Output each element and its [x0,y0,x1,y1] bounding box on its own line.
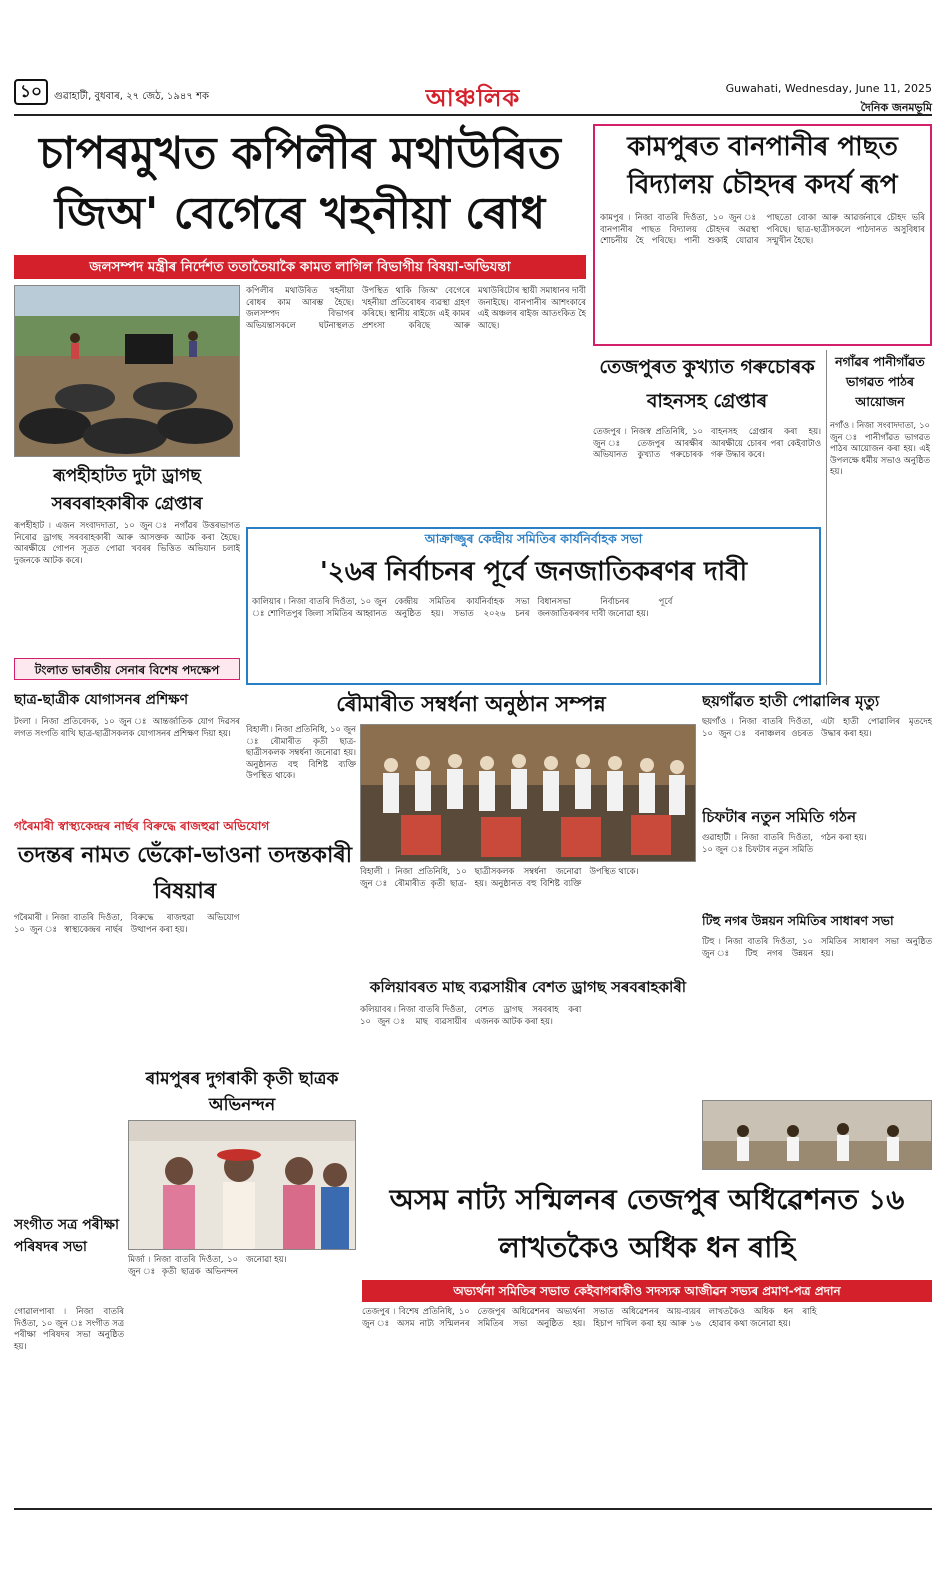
elephant-body-text: ছয়গাঁও ৷ নিজা বাতৰি দিওঁতা, ১০ জুন ঃ বনাঞ্চলৰ ওচৰত এটা হাতী পোৱালিৰ মৃতদেহ উদ্ধাৰ কৰা হয়। [702,716,932,738]
tezpur-thieves-body-text: তেজপুৰ ৷ নিজস্ব প্ৰতিনিধি, ১০ জুন ঃ তেজপুৰ আৰক্ষীৰ অভিযানত কুখ্যাত গৰুচোৰক বাহনসহ গ্ৰেপ্তাৰ কৰা হয়। আৰক্ষীয়ে চোৰৰ পৰা কেইবাটাও গৰু উদ্ধাৰ কৰে। [593,426,821,460]
section-title-text: আঞ্চলিক [425,84,521,112]
rampur-body [128,1254,356,1504]
drama-headline: অসম নাট্য সন্মিলনৰ তেজপুৰ অধিৱেশনত ১৬ লাখতকৈও অধিক ধন ৰাহি [389,1183,905,1264]
elephant-body [702,716,932,800]
lead-photo-illustration [15,286,240,457]
tihu-headline: টিহু নগৰ উন্নয়ন সমিতিৰ সাধাৰণ সভা [702,913,894,928]
rampur-headline: ৰামপুৰৰ দুগৰাকী কৃতী ছাত্ৰক অভিনন্দন [145,1069,339,1115]
page-number-box [14,79,48,105]
page-number: ১০ [19,82,43,102]
tihu-body [702,936,932,1096]
tribal-kicker: আক্ৰাজ্জুৰ কেন্দ্ৰীয় সমিতিৰ কাৰ্যনিৰ্বাহক সভা [424,531,643,546]
rampur-body-text: মিৰ্জা ৷ নিজা বাতৰি দিওঁতা, ১০ জুন ঃ কৃতী ছাত্ৰক অভিনন্দন জনোৱা হয়। [128,1254,287,1276]
tribal-body [252,596,815,680]
tribal-body-text: কালিয়াৰ ৷ নিজা বাতৰি দিওঁতা, ১০ জুন ঃ শোণিতপুৰ জিলা সমিতিৰ আহ্বানত কেন্দ্ৰীয় সমিতিৰ কাৰ্যনিৰ্বাহক সভা অনুষ্ঠিত হয়। সভাত ২০২৬ চনৰ বিধানসভা নিৰ্বাচনৰ পূৰ্বে জনজাতিকৰণৰ দাবী জনোৱা হয়। [252,596,673,618]
elephant-headline: ছয়গাঁৱত হাতী পোৱালিৰ মৃত্যু [702,692,880,710]
lead-photo [14,285,240,457]
fish-headline: কলিয়াবৰত মাছ ব্যৱসায়ীৰ বেশত ড্ৰাগছ সৰবৰাহকাৰী [369,978,687,996]
felicitation-photo-illustration [361,725,696,862]
tihu-body-text: টিহু ৷ নিজা বাতৰি দিওঁতা, ১০ জুন ঃ টিহু নগৰ উন্নয়ন সমিতিৰ সাধাৰণ সভা অনুষ্ঠিত হয়। [702,936,932,958]
tihu-photo-illustration [703,1101,932,1170]
masthead-rule [14,114,932,116]
training-body-text: টংলা ৷ নিজা প্ৰতিবেদক, ১০ জুন ঃ আন্তৰ্জাতিক যোগ দিৱসৰ লগত সংগতি ৰাখি ছাত্ৰ-ছাত্ৰীসকলক যোগাসনৰ প্ৰশিক্ষণ দিয়া হয়। [14,716,240,738]
music-body [14,1306,124,1504]
paper-name: দৈনিক জনমভূমি [860,101,932,114]
nagaon-headline: নগাঁৱৰ পানীগাঁৱত ভাগৱত পাঠৰ আয়োজন [835,354,925,409]
felicitation-headline: ৰৌমাৰীত সম্বৰ্ধনা অনুষ্ঠান সম্পন্ন [336,692,606,716]
kampur-headline: কামপুৰত বানপানীৰ পাছত বিদ্যালয় চৌহদৰ কদৰ্য ৰূপ [627,132,898,200]
felicitation-photo [360,724,696,862]
lead-body [246,285,586,513]
tihu-photo [702,1100,932,1170]
kampur-body [600,212,925,340]
kampur-body-text: কামপুৰ ৷ নিজা বাতৰি দিওঁতা, ১০ জুন ঃ বানপানীৰ পাছত বিদ্যালয় চৌহদৰ অৱস্থা শোচনীয় হৈ পৰিছে। পানী শুকাই যোৱাৰ পাছতো বোকা আৰু আৱৰ্জনাৰে চৌহদ ভৰি পৰিছে। ছাত্ৰ-ছাত্ৰীসকলে পাঠদানত অসুবিধাৰ সন্মুখীন হৈছে। [600,212,925,246]
chiftar-body [702,832,932,906]
training-body [14,716,240,816]
chiftar-headline: চিফটাৰ নতুন সমিতি গঠন [702,808,857,826]
health-headline: তদন্তৰ নামত ভেঁকো-ভাওনা তদন্তকাৰী বিষয়াৰ [17,843,353,904]
music-headline: সংগীত সত্ৰ পৰীক্ষা পৰিষদৰ সভা [14,1217,120,1255]
felicitation-body-text: বিহালী ৷ নিজা প্ৰতিনিধি, ১০ জুন ঃ ৰৌমাৰীত কৃতী ছাত্ৰ-ছাত্ৰীসকলক সম্বৰ্ধনা জনোৱা হয়। অনুষ্ঠানত বহু বিশিষ্ট ব্যক্তি উপস্থিত থাকে। [246,724,356,781]
date-right: Guwahati, Wednesday, June 11, 2025 [725,82,932,95]
health-body-text: গৰৈমাৰী ৷ নিজা বাতৰি দিওঁতা, ১০ জুন ঃ স্বাস্থ্যকেন্দ্ৰৰ নাৰ্ছৰ বিৰুদ্ধে ৰাজহুৱা অভিযোগ উত্থাপন কৰা হয়। [14,912,240,934]
nagaon-body-text: নগাঁও ৷ নিজা সংবাদদাতা, ১০ জুন ঃ পানীগাঁৱত ভাগৱত পাঠৰ আয়োজন কৰা হয়। এই উপলক্ষে ধৰ্মীয় সভাও অনুষ্ঠিত হয়। [830,420,930,477]
lead-body-text: কপিলীৰ মথাউৰিত খহনীয়া ৰোধৰ কাম আৰম্ভ হৈছে। জলসম্পদ বিভাগৰ অভিযন্তাসকলে ঘটনাস্থলত উপস্থিত থাকি জিঅ' বেগেৰে খহনীয়া প্ৰতিৰোধৰ ব্যৱস্থা গ্ৰহণ কৰিছে। স্থানীয় ৰাইজে এই কামৰ প্ৰশংসা কৰিছে আৰু মথাউৰিটোৰ স্থায়ী সমাধানৰ দাবী জনাইছে। বানপানীৰ আশংকাৰে এই অঞ্চলৰ ৰাইজ আতংকিত হৈ আছে। [246,285,586,330]
training-headline: ছাত্ৰ-ছাত্ৰীক যোগাসনৰ প্ৰশিক্ষণ [14,692,189,708]
music-body-text: গোৱালপাৰা ৷ নিজা বাতৰি দিওঁতা, ১০ জুন ঃ সংগীত সত্ৰ পৰীক্ষা পৰিষদৰ সভা অনুষ্ঠিত হয়। [14,1306,124,1351]
drama-body [362,1306,932,1504]
felicitation-cont-text: বিহালী ৷ নিজা প্ৰতিনিধি, ১০ জুন ঃ ৰৌমাৰীত কৃতী ছাত্ৰ-ছাত্ৰীসকলক সম্বৰ্ধনা জনোৱা হয়। অনুষ্ঠানত বহু বিশিষ্ট ব্যক্তি উপস্থিত থাকে। [360,866,639,888]
tezpur-thieves-headline: তেজপুৰত কুখ্যাত গৰুচোৰক বাহনসহ গ্ৰেপ্তাৰ [599,356,815,412]
rupohi-headline: ৰূপহীহাটত দুটা ড্ৰাগছ সৰবৰাহকাৰীক গ্ৰেপ্তাৰ [51,466,203,514]
rampur-photo-illustration [129,1121,356,1250]
rupohi-body-text: ৰূপহীহাট ৷ এজন সংবাদদাতা, ১০ জুন ঃ নগাঁৱৰ উত্তৰভাগত নিৰোৱ ড্ৰাগছ সৰবৰাহকাৰী আৰু আসক্তক আটক কৰা হৈছে। আৰক্ষীয়ে গোপন সূত্ৰত পোৱা খবৰৰ ভিত্তিত অভিযান চলাই দুজনকে আটক কৰে। [14,520,240,565]
date-left: গুৱাহাটী, বুধবাৰ, ২৭ জেঠ, ১৯৪৭ শক [54,91,210,102]
lead-headline: চাপৰমুখত কপিলীৰ মথাউৰিত জিঅ' বেগেৰে খহনীয়া ৰোধ [39,128,561,239]
fish-body-text: কলিয়াবৰ ৷ নিজা বাতৰি দিওঁতা, ১০ জুন ঃ মাছ ব্যৱসায়ীৰ বেশত ড্ৰাগছ সৰবৰাহ কৰা এজনক আটক কৰা হয়। [360,1004,582,1026]
section-title [353,80,593,112]
lead-kicker: জলসম্পদ মন্ত্ৰীৰ নিৰ্দেশত ততাতৈয়াকৈ কামত লাগিল বিভাগীয় বিষয়া-অভিযন্তা [14,255,586,279]
drama-body-text: তেজপুৰ ৷ বিশেষ প্ৰতিনিধি, ১০ জুন ঃ অসম নাট্য সন্মিলনৰ তেজপুৰ অধিৱেশনৰ অভ্যৰ্থনা সমিতিৰ সভা অনুষ্ঠিত হয়। সভাত অধিৱেশনৰ আয়-ব্যয়ৰ হিচাপ দাখিল কৰা হয় আৰু ১৬ লাখতকৈও অধিক ধন ৰাহি হোৱাৰ কথা জনোৱা হয়। [362,1306,817,1328]
fish-body [360,1004,696,1104]
bottom-rule [14,1508,932,1510]
drama-kicker: অভ্যৰ্থনা সমিতিৰ সভাত কেইবাগৰাকীও সদস্যক আজীৱন সভ্যৰ প্ৰমাণ-পত্ৰ প্ৰদান [362,1280,932,1302]
tinsukia-army-headline: টংলাত ভাৰতীয় সেনাৰ বিশেষ পদক্ষেপ [14,658,240,680]
nagaon-body [830,420,930,682]
tribal-headline: '২৬ৰ নিৰ্বাচনৰ পূৰ্বে জনজাতিকৰণৰ দাবী [319,557,748,587]
health-kicker: গৰৈমাৰী স্বাস্থ্যকেন্দ্ৰৰ নাৰ্ছৰ বিৰুদ্ধে ৰাজহুৱা অভিযোগ [14,819,270,833]
chiftar-body-text: গুৱাহাটী ৷ নিজা বাতৰি দিওঁতা, ১০ জুন ঃ চিফটাৰ নতুন সমিতি গঠন কৰা হয়। [702,832,867,854]
rupohi-body [14,520,240,652]
tezpur-thieves-body [593,426,821,526]
felicitation-cont [360,866,696,970]
rampur-photo [128,1120,356,1250]
